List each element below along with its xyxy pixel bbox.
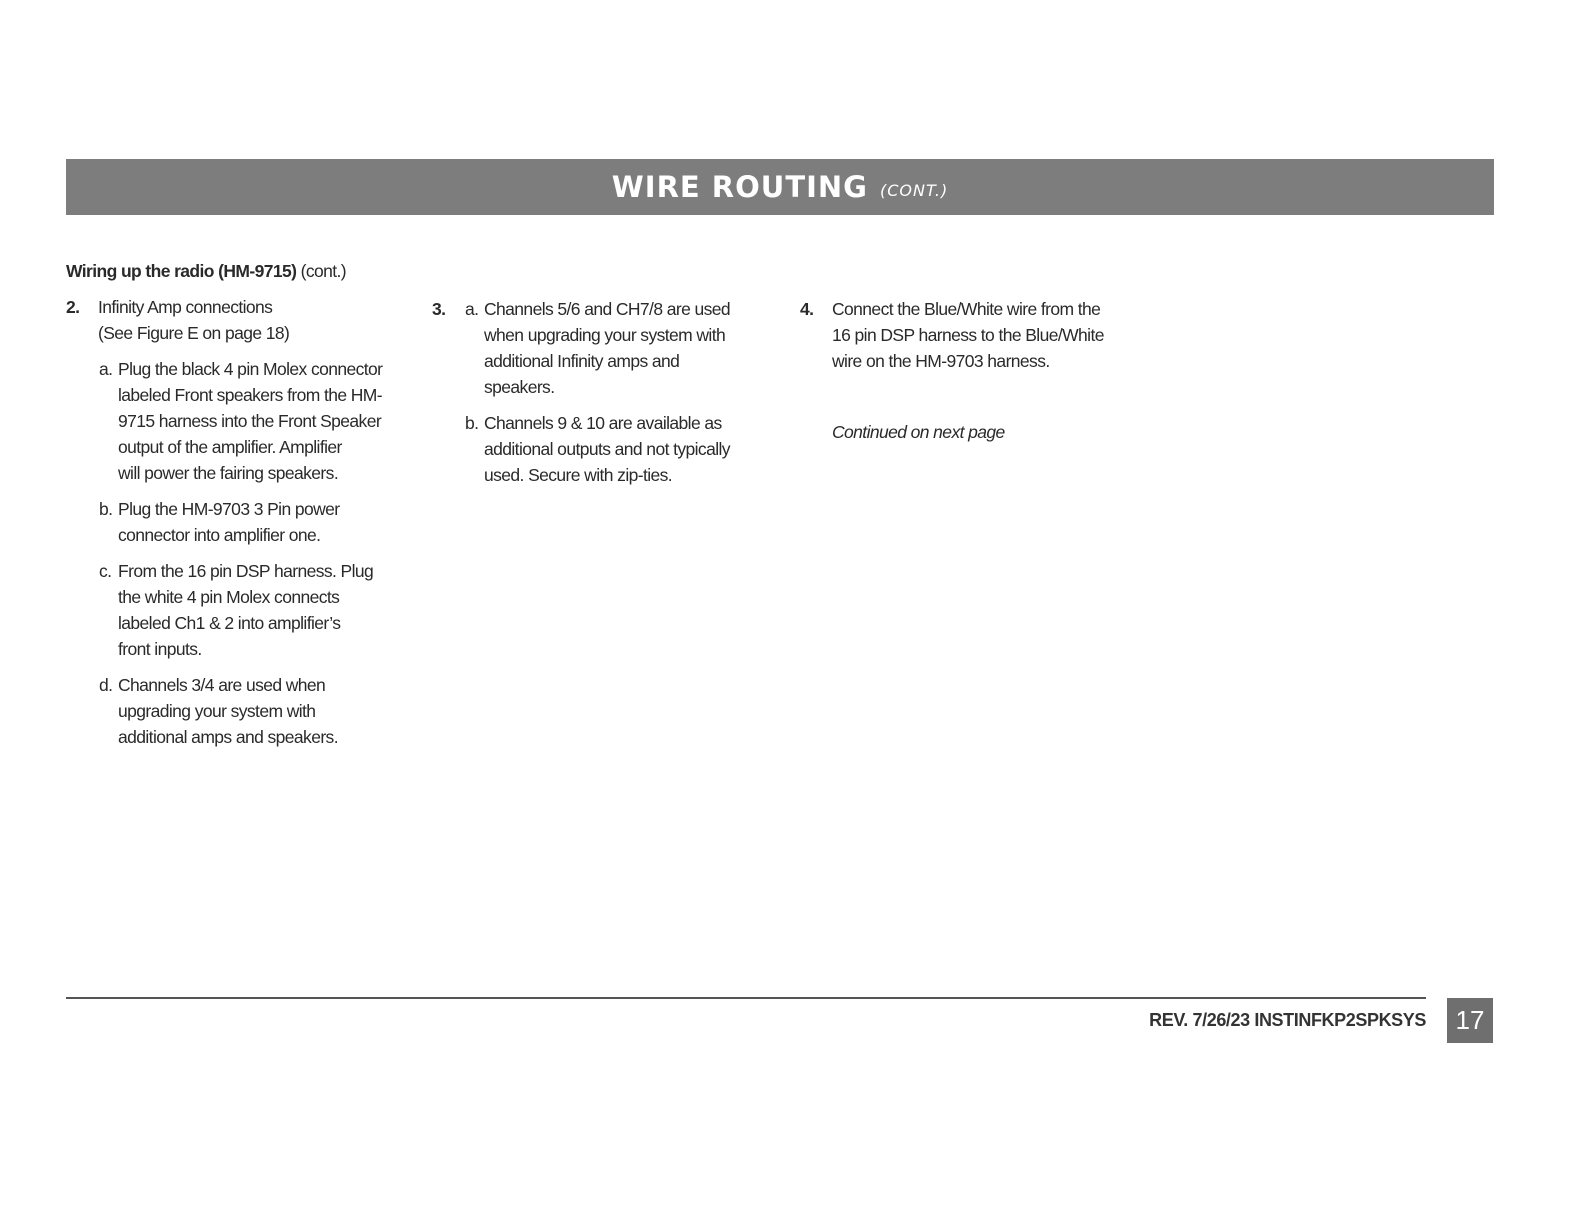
section-header-bar [66,159,1494,215]
substep-3b [465,410,752,488]
substep-line: used. Secure with zip-ties. [484,465,673,485]
substep-line: will power the fairing speakers. [118,463,339,483]
substep-line: when upgrading your system with [484,325,726,345]
step-3 [432,296,752,488]
column-right [800,296,1120,445]
substep-line: connector into amplifier one. [118,525,321,545]
section-title-suffix: (cont.) [300,261,347,281]
continued-note: Continued on next page [832,422,1005,442]
column-left [66,258,386,750]
section-title-bold: Wiring up the radio (HM-9715) [66,261,297,281]
substep-line: output of the amplifier. Amplifier [118,437,342,457]
header-title: WIRE ROUTING [611,170,868,204]
substep-line: Channels 3/4 are used when [118,675,326,695]
step-4 [800,296,1120,445]
step-number: 4. [800,299,814,319]
substep-line: Channels 5/6 and CH7/8 are used [484,299,731,319]
substep-line: speakers. [484,377,555,397]
substep-2b [99,496,386,548]
substep-2c [99,558,386,662]
step-2 [66,294,386,750]
step-line: 16 pin DSP harness to the Blue/White [832,325,1104,345]
substep-line: front inputs. [118,639,202,659]
substep-letter: a. [99,359,113,379]
substep-line: Channels 9 & 10 are available as [484,413,722,433]
revision-label: REV. 7/26/23 INSTINFKP2SPKSYS [1149,1010,1426,1030]
substep-line: labeled Front speakers from the HM- [118,385,382,405]
header-subtitle: (CONT.) [880,180,949,200]
step-line: Infinity Amp connections [98,297,273,317]
substep-line: additional Infinity amps and [484,351,680,371]
substep-line: Plug the HM-9703 3 Pin power [118,499,340,519]
substep-letter: d. [99,675,113,695]
substep-letter: c. [99,561,112,581]
substep-line: 9715 harness into the Front Speaker [118,411,382,431]
substep-line: Plug the black 4 pin Molex connector [118,359,383,379]
substep-letter: a. [465,299,479,319]
step-line: Connect the Blue/White wire from the [832,299,1101,319]
substep-line: the white 4 pin Molex connects [118,587,340,607]
substep-letter: b. [99,499,113,519]
substep-3a [465,296,752,400]
step-number: 2. [66,297,80,317]
column-middle [432,296,752,488]
section-title [66,258,386,284]
substep-2d [99,672,386,750]
substep-2a [99,356,386,486]
substep-line: additional outputs and not typically [484,439,730,459]
step-line: wire on the HM-9703 harness. [832,351,1050,371]
substep-line: labeled Ch1 & 2 into amplifier’s [118,613,341,633]
page-number: 17 [1447,998,1493,1043]
footer-divider [66,997,1426,999]
substep-line: upgrading your system with [118,701,316,721]
substep-line: From the 16 pin DSP harness. Plug [118,561,374,581]
step-line: (See Figure E on page 18) [98,323,290,343]
substep-line: additional amps and speakers. [118,727,338,747]
substep-letter: b. [465,413,479,433]
step-number: 3. [432,299,446,319]
